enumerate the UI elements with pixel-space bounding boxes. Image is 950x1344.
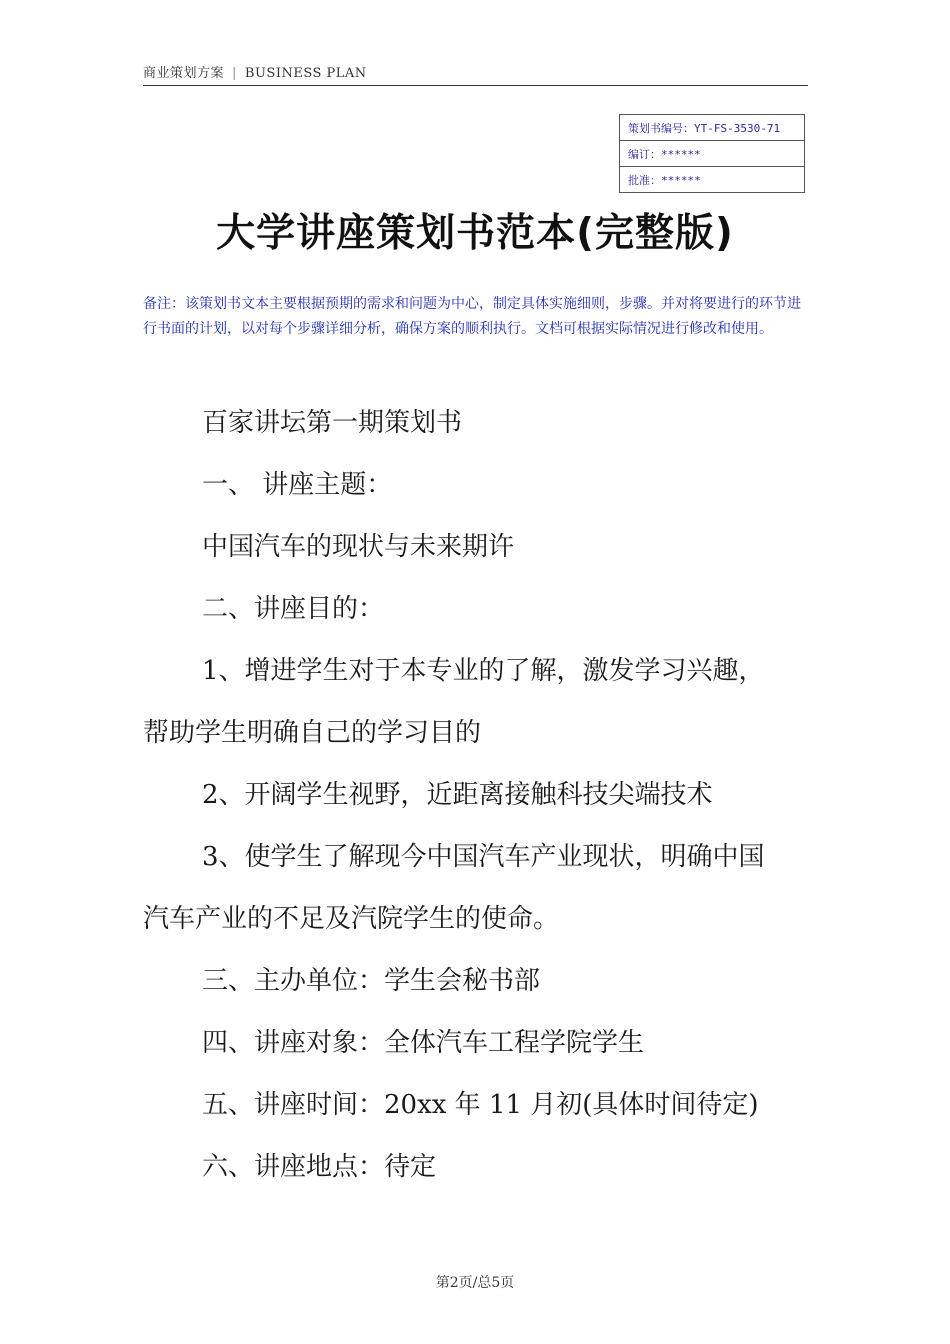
document-note: 备注：该策划书文本主要根据预期的需求和问题为中心，制定具体实施细则，步骤。并对将要进行的环节进行书面的计划，以对每个步骤详细分析，确保方案的顺利执行。文档可根据实际情况进行修改和使用。 <box>143 296 801 337</box>
body-line: 五、讲座时间：20xx 年 11 月初(具体时间待定) <box>202 1090 759 1120</box>
body-line: 四、讲座对象：全体汽车工程学院学生 <box>202 1028 645 1058</box>
body-line: 中国汽车的现状与未来期许 <box>202 532 515 562</box>
body-line: 3、使学生了解现今中国汽车产业现状，明确中国 <box>202 842 765 872</box>
document-title: 大学讲座策划书范本(完整版) <box>216 211 734 256</box>
header-left-text: 商业策划方案 <box>143 66 225 81</box>
body-line: 帮助学生明确自己的学习目的 <box>143 718 482 748</box>
plan-approval: 批准：****** <box>620 167 805 193</box>
body-line: 六、讲座地点：待定 <box>202 1152 437 1182</box>
header-rule <box>143 85 808 86</box>
body-line: 三、主办单位：学生会秘书部 <box>202 966 541 996</box>
document-header <box>143 62 808 84</box>
plan-revision: 编订：****** <box>620 141 805 167</box>
body-line: 百家讲坛第一期策划书 <box>202 408 463 438</box>
plan-meta-table <box>619 114 805 193</box>
page-number: 第2页/总5页 <box>435 1275 515 1291</box>
header-right-text: BUSINESS PLAN <box>244 66 367 81</box>
plan-code: 策划书编号：YT-FS-3530-71 <box>620 115 805 141</box>
body-line: 一、 讲座主题： <box>202 470 393 500</box>
document-body <box>143 400 808 1206</box>
body-line: 1、增进学生对于本专业的了解，激发学习兴趣， <box>202 656 765 686</box>
body-line: 汽车产业的不足及汽院学生的使命。 <box>143 904 560 934</box>
body-line: 2、开阔学生视野，近距离接触科技尖端技术 <box>202 780 713 810</box>
body-line: 二、讲座目的： <box>202 594 385 624</box>
header-separator: | <box>232 66 237 81</box>
